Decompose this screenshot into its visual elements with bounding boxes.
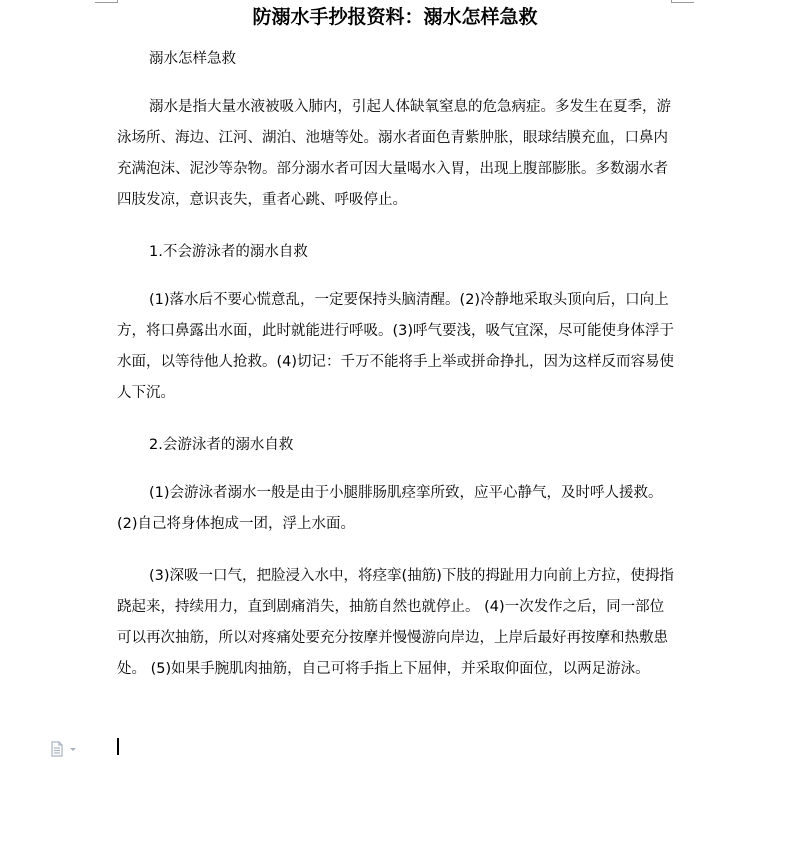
section2-paragraph-2: (3)深吸一口气，把脸浸入水中，将痉挛(抽筋)下肢的拇趾用力向前上方拉，使拇指跷起来，持续用力，直到剧痛消失，抽筋自然也就停止。 (4)一次发作之后，同一部位可以再次抽筋，所以对疼痛处要充分按摩并慢慢游向岸边，上岸后最好再按摩和热敷患处。 (5)如果手腕肌肉抽筋，自己可将手指上下屈伸，并采取仰面位，以两足游泳。 [117,568,674,677]
section2-paragraph-1: (1)会游泳者溺水一般是由于小腿腓肠肌痉挛所致，应平心静气，及时呼人援救。 (2)自己将身体抱成一团，浮上水面。 [117,485,663,532]
intro-paragraph: 溺水是指大量水液被吸入肺内，引起人体缺氧窒息的危急病症。多发生在夏季，游泳场所、海边、江河、湖泊、池塘等处。溺水者面色青紫肿胀，眼球结膜充血，口鼻内充满泡沫、泥沙等杂物。部分溺水者可因大量喝水入胃，出现上腹部膨胀。多数溺水者四肢发凉，意识丧失，重者心跳、呼吸停止。 [117,99,671,208]
paragraph-menu-button[interactable] [50,741,80,757]
document-icon [50,741,80,757]
document-title: 防溺水手抄报资料：溺水怎样急救 [252,6,538,28]
section2-heading: 2.会游泳者的溺水自救 [149,437,294,453]
page-corner-mark-right [671,0,694,3]
section1-paragraph: (1)落水后不要心慌意乱，一定要保持头脑清醒。(2)冷静地采取头顶向后，口向上方，将口鼻露出水面，此时就能进行呼吸。(3)呼气要浅，吸气宜深，尽可能使身体浮于水面，以等待他人抢救。(4)切记：千万不能将手上举或拼命挣扎，因为这样反而容易使人下沉。 [117,292,675,401]
section1-heading: 1.不会游泳者的溺水自救 [149,244,308,260]
page-corner-mark-left [95,0,118,3]
text-cursor [117,738,119,755]
chevron-down-icon [70,748,76,751]
document-subtitle: 溺水怎样急救 [149,51,236,67]
